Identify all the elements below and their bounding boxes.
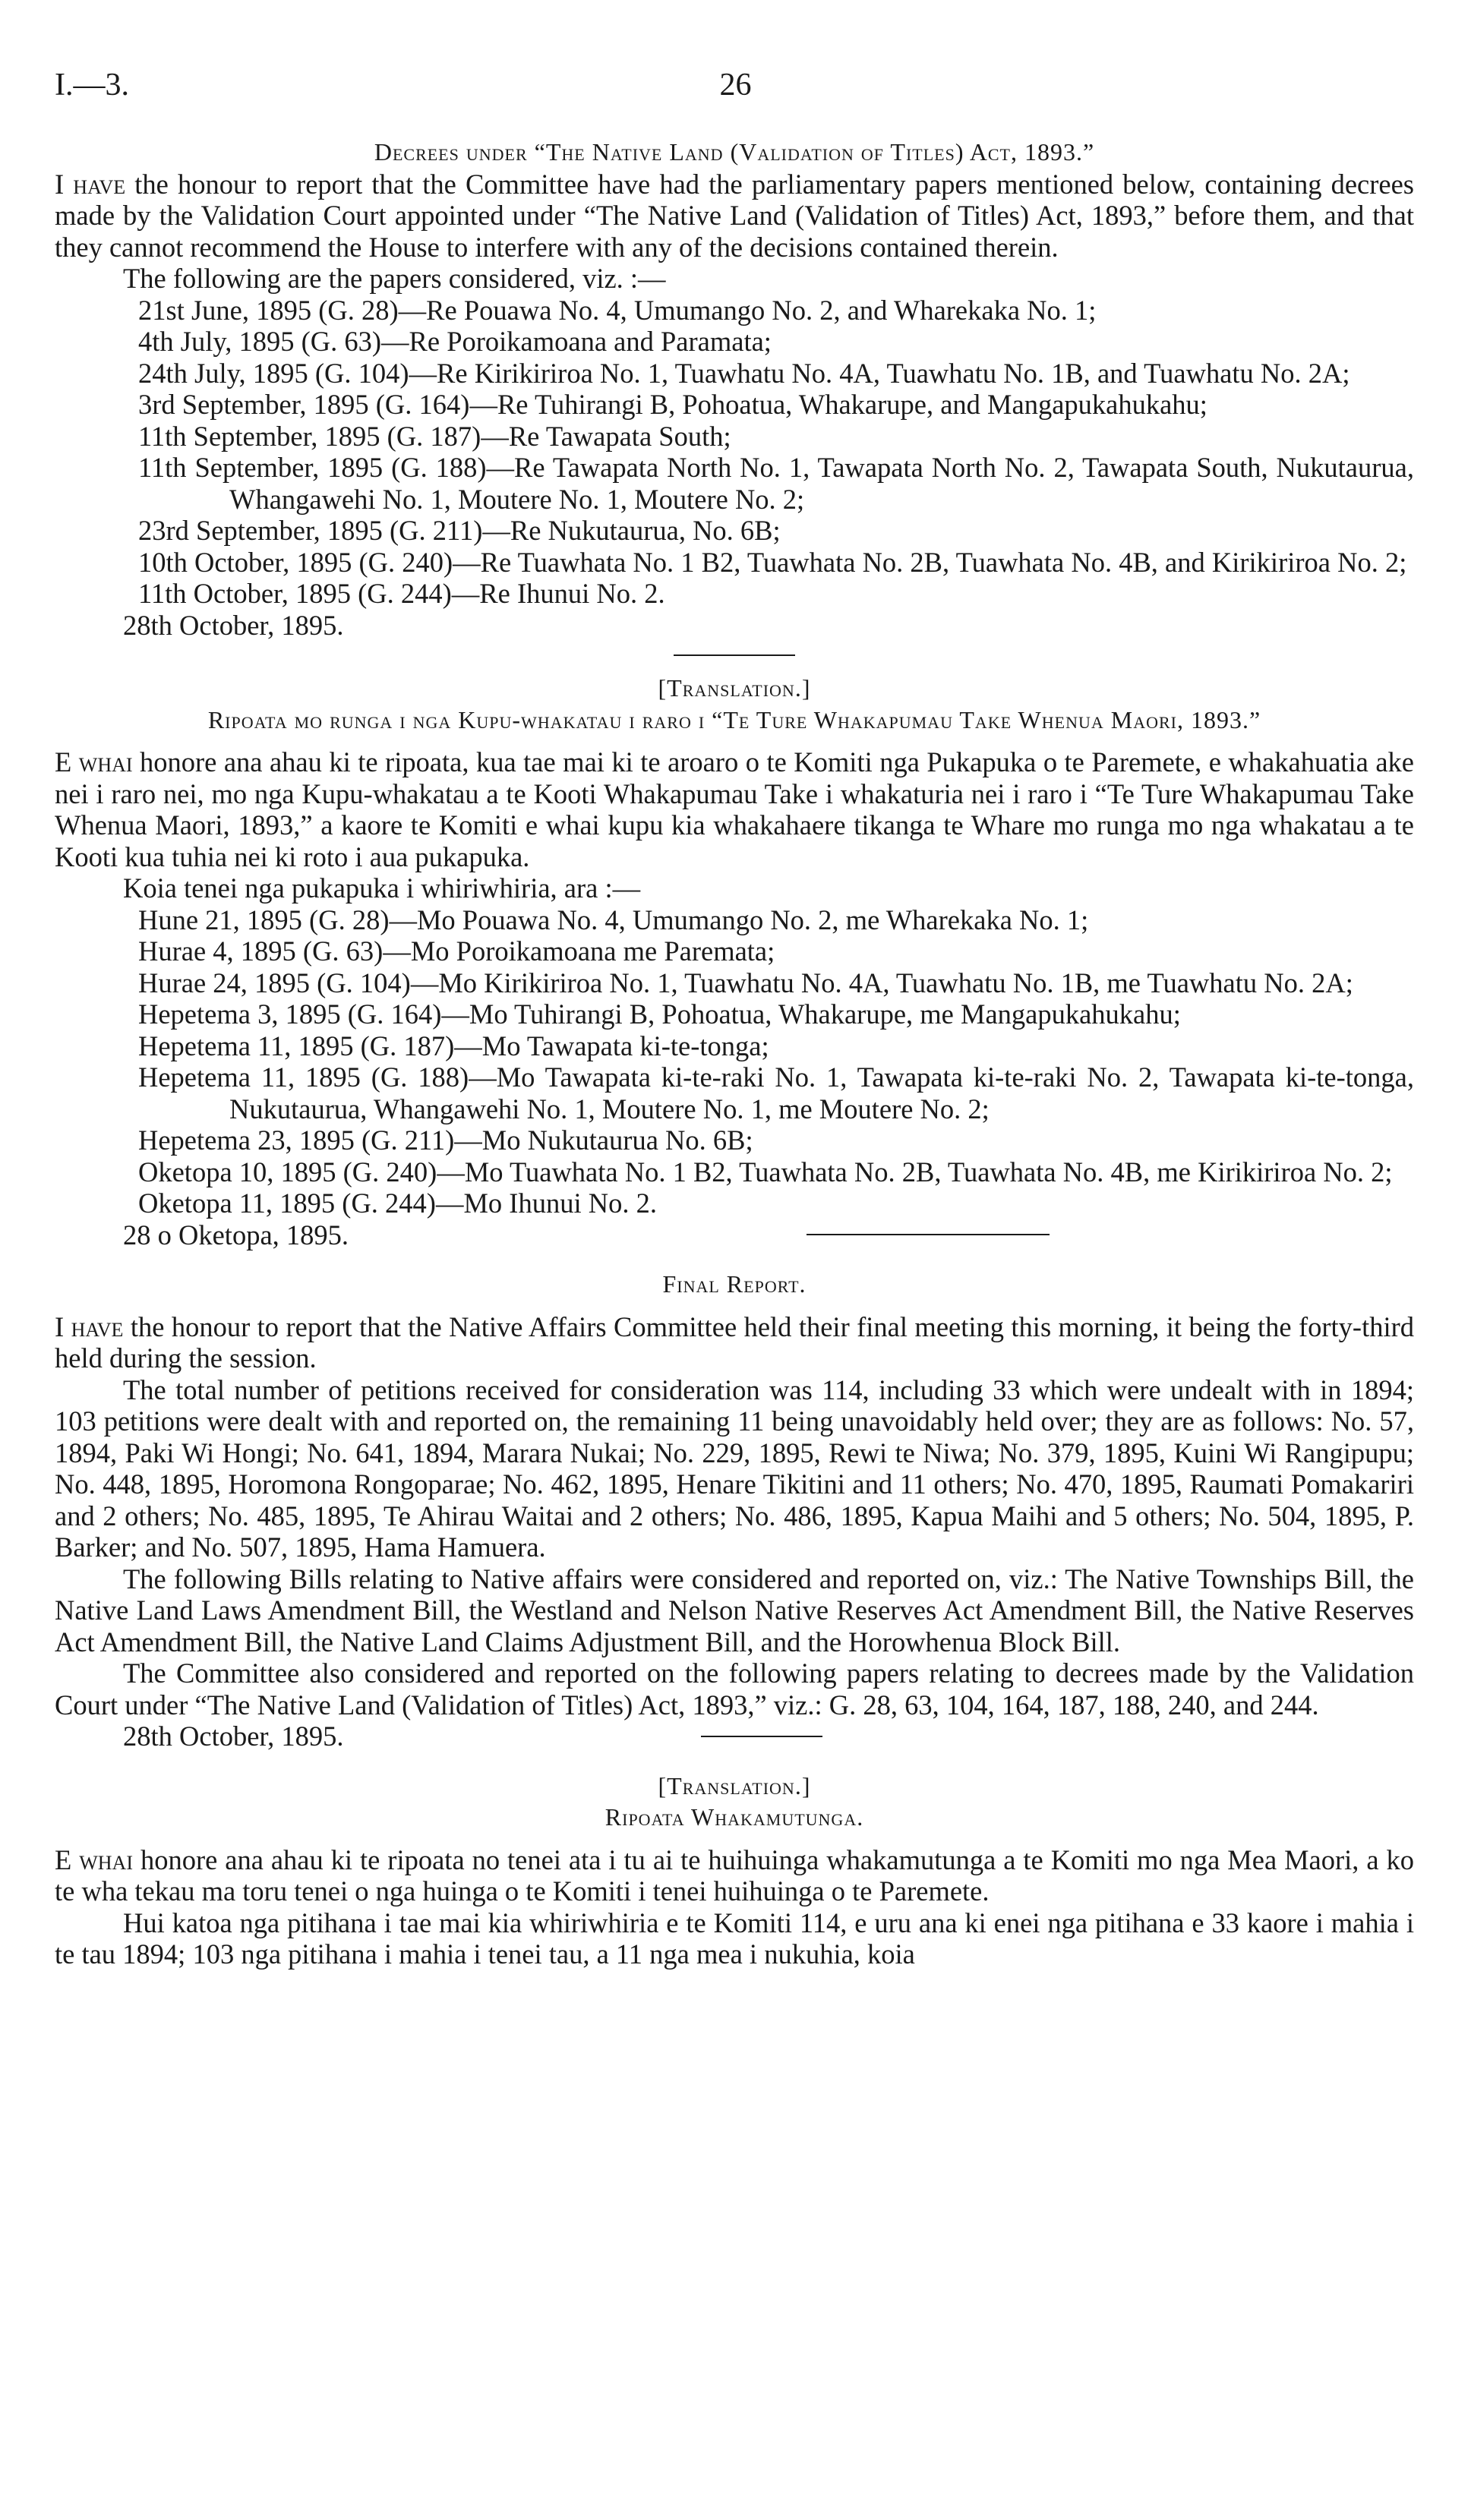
date-line: 28th October, 1895. (123, 609, 344, 641)
list-item: 11th September, 1895 (G. 187)—Re Tawapata South; (138, 420, 731, 452)
paragraph-text: the honour to report that the Native Affairs Committee held their final meeting this morning, it being the forty-third held during the session. (55, 1310, 1415, 1374)
paragraph (55, 1844, 1414, 1907)
list-item: 3rd September, 1895 (G. 164)—Re Tuhirangi B, Pohoatua, Whakarupe, and Mangapukahukahu; (138, 389, 1207, 420)
paragraph-lead: I have (55, 168, 126, 200)
section-divider (701, 1736, 822, 1737)
list-item: 4th July, 1895 (G. 63)—Re Poroikamoana and Paramata; (138, 326, 772, 357)
list-item: Hepetema 23, 1895 (G. 211)—Mo Nukutaurua No. 6B; (138, 1124, 753, 1156)
list-item: Hepetema 11, 1895 (G. 188)—Mo Tawapata ki-te-raki No. 1, Tawapata ki-te-raki No. 2, Tawapata ki-te-tonga, Nukutaurua, Whangawehi No. 1, Moutere No. 1, me Moutere No. 2; (138, 1061, 1414, 1124)
paragraph-intro-maori (55, 746, 1414, 872)
section-divider (807, 1234, 1050, 1235)
list-item: 24th July, 1895 (G. 104)—Re Kirikiriroa No. 1, Tuawhatu No. 4A, Tuawhatu No. 1B, and Tuawhatu No. 2A; (138, 357, 1350, 389)
list-item: 10th October, 1895 (G. 240)—Re Tuawhata No. 1 B2, Tuawhata No. 2B, Tuawhata No. 4B, and Kirikiriroa No. 2; (138, 546, 1407, 578)
running-header (55, 67, 1416, 112)
paragraph-lead: I have (55, 1310, 124, 1342)
list-item: Oketopa 11, 1895 (G. 244)—Mo Ihunui No. 2. (138, 1187, 657, 1219)
date-line: 28th October, 1895. (123, 1720, 344, 1752)
date-line-row (55, 1219, 1414, 1251)
paragraph (55, 1311, 1414, 1374)
section-title-decrees: Decrees under “The Native Land (Validation of Titles) Act, 1893.” (374, 138, 1095, 166)
paragraph-lead: E whai (55, 1843, 133, 1875)
date-line: 28 o Oketopa, 1895. (123, 1219, 349, 1251)
paragraph-text: honore ana ahau ki te ripoata no tenei ata i tu ai te huihuinga whakamutunga a te Komiti mo nga Mea Maori, a ko te wha tekau ma toru tenei o nga huinga o te Komiti i tenei huihuinga o te Paremete. (55, 1843, 1415, 1907)
paragraph-intro (55, 169, 1414, 263)
date-line-row (55, 1720, 1414, 1752)
list-item: Hepetema 3, 1895 (G. 164)—Mo Tuhirangi B, Pohoatua, Whakarupe, me Mangapukahukahu; (138, 998, 1181, 1030)
list-item: Oketopa 10, 1895 (G. 240)—Mo Tuawhata No. 1 B2, Tuawhata No. 2B, Tuawhata No. 4B, me Kirikiriroa No. 2; (138, 1156, 1393, 1187)
page-body (55, 137, 1414, 1970)
paragraph: The total number of petitions received for consideration was 114, including 33 which were undealt with in 1894; 103 petitions were dealt with and reported on, the remaining 11 being unavoidably held over; they are as follows: No. 57, 1894, Paki Wi Hongi; No. 641, 1894, Marara Nukai; No. 229, 1895, Rewi te Niwa; No. 379, 1895, Kuini Wi Rangipupu; No. 448, 1895, Horomona Rongoparae; No. 462, 1895, Henare Tikitini and 11 others; No. 470, 1895, Raumati Pomakariri and 2 others; No. 485, 1895, Te Ahirau Waitai and 2 others; No. 486, 1895, Kapua Maihi and 5 others; No. 504, 1895, P. Barker; and No. 507, 1895, Hama Hamuera. (55, 1374, 1414, 1563)
list-item: 11th October, 1895 (G. 244)—Re Ihunui No. 2. (138, 578, 665, 609)
list-intro: The following are the papers considered, viz. :— (123, 263, 666, 294)
paragraph-text: honore ana ahau ki te ripoata, kua tae mai ki te aroaro o te Komiti nga Pukapuka o te Paremete, e whakahuatia ake nei i raro nei, mo nga Kupu-whakatau a te Kooti Whakapumau Take i whakaturia nei i raro i “Te Ture Whakapumau Take Whenua Maori, 1893,” a kaore te Komiti e whai kupu kia whakahaere tikanga te Whare mo runga mo nga whakatau a te Kooti kua tuhia nei ki roto i aua pukapuka. (55, 746, 1415, 872)
list-item: Hepetema 11, 1895 (G. 187)—Mo Tawapata ki-te-tonga; (138, 1030, 769, 1061)
papers-list-maori (55, 904, 1414, 1219)
list-item: 23rd September, 1895 (G. 211)—Re Nukutaurua, No. 6B; (138, 515, 781, 546)
list-item: Hurae 4, 1895 (G. 63)—Mo Poroikamoana me Paremata; (138, 935, 775, 967)
translation-label: [Translation.] (658, 674, 811, 702)
list-item: Hune 21, 1895 (G. 28)—Mo Pouawa No. 4, Umumango No. 2, me Wharekaka No. 1; (138, 904, 1089, 935)
section-title-final-report: Final Report. (662, 1270, 807, 1298)
list-item: Hurae 24, 1895 (G. 104)—Mo Kirikiriroa No. 1, Tuawhatu No. 4A, Tuawhatu No. 1B, me Tuawhatu No. 2A; (138, 967, 1353, 998)
paragraph: The Committee also considered and reported on the following papers relating to decrees made by the Validation Court under “The Native Land (Validation of Titles) Act, 1893,” viz.: G. 28, 63, 104, 164, 187, 188, 240, and 244. (55, 1657, 1414, 1720)
section-title-ripoata: Ripoata mo runga i nga Kupu-whakatau i raro i “Te Ture Whakapumau Take Whenua Maori, 1893.” (207, 705, 1261, 733)
translation-label: [Translation.] (658, 1771, 811, 1799)
section-divider (674, 654, 795, 656)
section-title-ripoata-whakamutunga: Ripoata Whakamutunga. (604, 1803, 864, 1831)
paragraph-text: the honour to report that the Committee have had the parliamentary papers mentioned below, containing decrees made by the Validation Court appointed under “The Native Land (Validation of Titles) Act, 1893,” before them, and that they cannot recommend the House to interfere with any of the decisions contained therein. (55, 168, 1415, 263)
list-intro: Koia tenei nga pukapuka i whiriwhiria, ara :— (123, 872, 641, 904)
document-reference: I.—3. (55, 68, 129, 103)
paragraph: Hui katoa nga pitihana i tae mai kia whiriwhiria e te Komiti 114, e uru ana ki enei nga pitihana e 33 kaore i mahia i te tau 1894; 103 nga pitihana i mahia i tenei tau, a 11 nga mea i nukuhia, koia (55, 1907, 1414, 1970)
list-item: 11th September, 1895 (G. 188)—Re Tawapata North No. 1, Tawapata North No. 2, Tawapata South, Nukutaurua, Whangawehi No. 1, Moutere No. 1, Moutere No. 2; (138, 452, 1414, 515)
paragraph-lead: E whai (55, 746, 133, 777)
papers-list (55, 295, 1414, 610)
page-number: 26 (719, 68, 752, 103)
paragraph: The following Bills relating to Native affairs were considered and reported on, viz.: The Native Townships Bill, the Native Land Laws Amendment Bill, the Westland and Nelson Native Reserves Act Amendment Bill, the Native Reserves Act Amendment Bill, the Native Land Claims Adjustment Bill, and the Horowhenua Block Bill. (55, 1563, 1414, 1657)
list-item: 21st June, 1895 (G. 28)—Re Pouawa No. 4, Umumango No. 2, and Wharekaka No. 1; (138, 294, 1097, 326)
